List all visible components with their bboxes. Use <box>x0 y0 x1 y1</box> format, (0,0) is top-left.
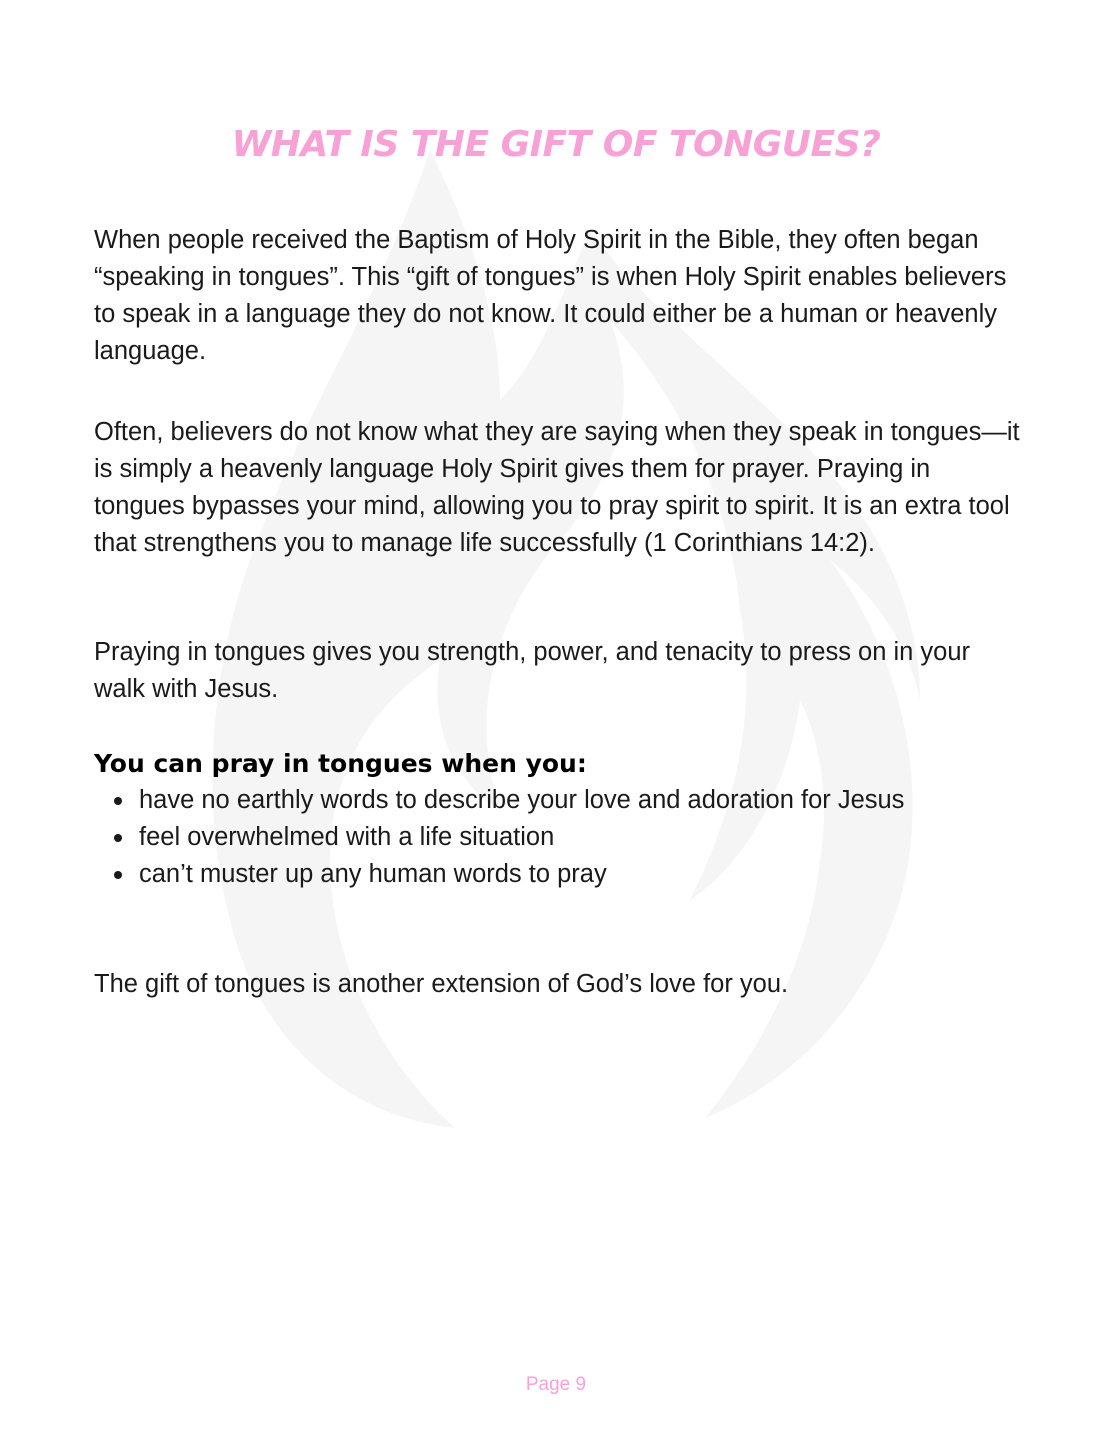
list-item-text: can’t muster up any human words to pray <box>139 860 607 888</box>
list-item <box>139 782 1039 819</box>
bullet-list <box>94 782 1039 893</box>
page-title: WHAT IS THE GIFT OF TONGUES? <box>231 124 881 165</box>
list-heading: You can pray in tongues when you: <box>94 749 587 778</box>
paragraph-heavenly-language: Often, believers do not know what they are saying when they speak in tongues—it is simply a heavenly language Holy Spirit gives them for prayer. Praying in tongues bypasses your mind, allowing you to pray spirit to spirit. It is an extra tool that strengthens you to manage life successfully (1 Corinthians 14:2). <box>94 418 1020 557</box>
paragraph-baptism: When people received the Baptism of Holy Spirit in the Bible, they often began “speaking in tongues”. This “gift of tongues” is when Holy Spirit enables believers to speak in a language they do not know. It could either be a human or heavenly language. <box>94 226 1007 365</box>
list-item-text: feel overwhelmed with a life situation <box>139 823 555 851</box>
bullet-icon <box>114 871 122 879</box>
list-item <box>139 856 1039 893</box>
page-number: Page 9 <box>525 1374 587 1395</box>
list-item-text: have no earthly words to describe your love and adoration for Jesus <box>139 786 905 814</box>
bullet-icon <box>114 797 122 805</box>
paragraph-closing: The gift of tongues is another extension of God’s love for you. <box>94 970 789 998</box>
list-item <box>139 819 1039 856</box>
paragraph-strength: Praying in tongues gives you strength, power, and tenacity to press on in your walk with Jesus. <box>94 638 971 703</box>
bullet-icon <box>114 834 122 842</box>
